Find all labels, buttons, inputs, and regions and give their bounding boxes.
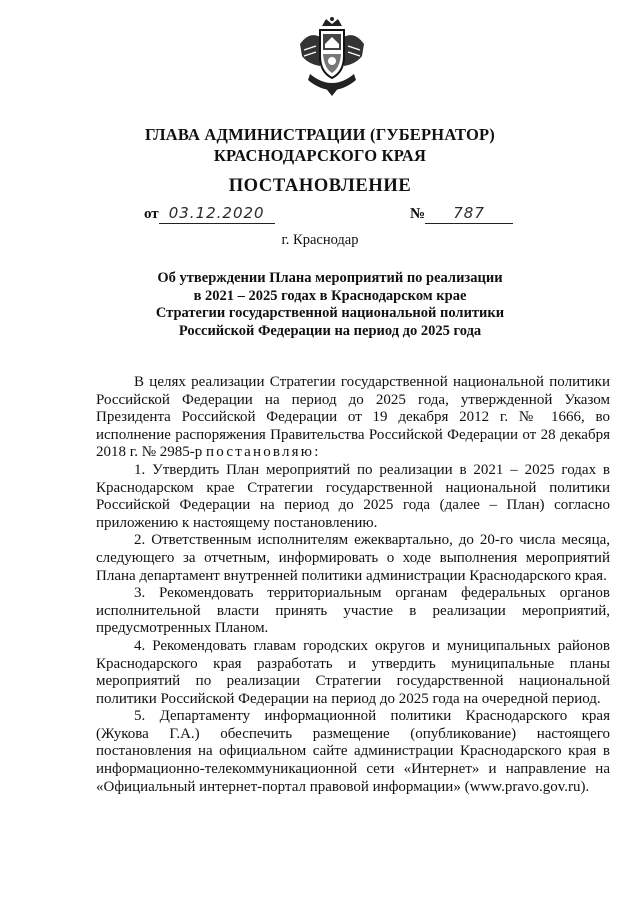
item-5: 5. Департаменту информационной политики Краснодарского края (Жукова Г.А.) обеспечить размещение (опубликование) настоящего постановления на официальном сайте администрации Краснодарского края в информационно-телекоммуникационной сети «Интернет» и направление на «Официальный интернет-портал правовой информации» (www.pravo.gov.ru). — [96, 708, 610, 795]
item-1: 1. Утвердить План мероприятий по реализации в 2021 – 2025 годах в Краснодарском крае Стратегии государственной национальной политики Российской Федерации на период до 2025 года (далее – План) согласно приложению к настоящему постановлению. — [96, 461, 610, 531]
preamble-paragraph — [96, 374, 610, 462]
subject-line-1: Об утверждении Плана мероприятий по реализации — [157, 270, 503, 286]
subject-line-3: Стратегии государственной национальной политики — [155, 305, 505, 321]
resolution-word: постановляю: — [206, 444, 321, 461]
document-subject — [120, 270, 540, 340]
subject-line-2: в 2021 – 2025 годах в Краснодарском крае — [193, 287, 467, 304]
authority-line-2: КРАСНОДАРСКОГО КРАЯ — [213, 146, 427, 165]
date-label: от — [144, 206, 159, 222]
subject-line-4: Российской Федерации на период до 2025 года — [178, 322, 482, 339]
item-3: 3. Рекомендовать территориальным органам федеральных органов исполнительной власти принять участие в реализации мероприятий, предусмотренных Планом. — [96, 585, 610, 637]
document-type: ПОСТАНОВЛЕНИЕ — [228, 176, 412, 196]
preamble-text: В целях реализации Стратегии государственной национальной политики Российской Федерации на период до 2025 года, утвержденной Указом Президента Российской Федерации от 19 декабря 2012 г. № 1666, во исполнение распоряжения Правительства Российской Федерации от 28 декабря 2018 г. № 2985-р — [96, 374, 610, 461]
date-value: 03.12.2020 — [159, 204, 275, 224]
authority-line-1: ГЛАВА АДМИНИСТРАЦИИ (ГУБЕРНАТОР) — [145, 125, 495, 144]
number-value: 787 — [425, 204, 513, 224]
coat-of-arms-emblem — [296, 16, 368, 100]
number-row — [410, 204, 513, 224]
item-2: 2. Ответственным исполнителям ежеквартально, до 20-го числа месяца, следующего за отчетным, информировать о ходе выполнения мероприятий Плана департамент внутренней политики администрации Краснодарского края. — [96, 532, 610, 584]
number-label: № — [410, 206, 426, 222]
item-4: 4. Рекомендовать главам городских округов и муниципальных районов Краснодарского края разработать и утвердить муниципальные планы мероприятий по реализации Стратегии государственной национальной политики Российской Федерации на период до 2025 года на очередной период. — [96, 637, 610, 707]
issuing-authority — [0, 124, 640, 166]
date-row — [144, 204, 275, 224]
city: г. Краснодар — [281, 232, 359, 248]
document-body — [96, 374, 610, 796]
